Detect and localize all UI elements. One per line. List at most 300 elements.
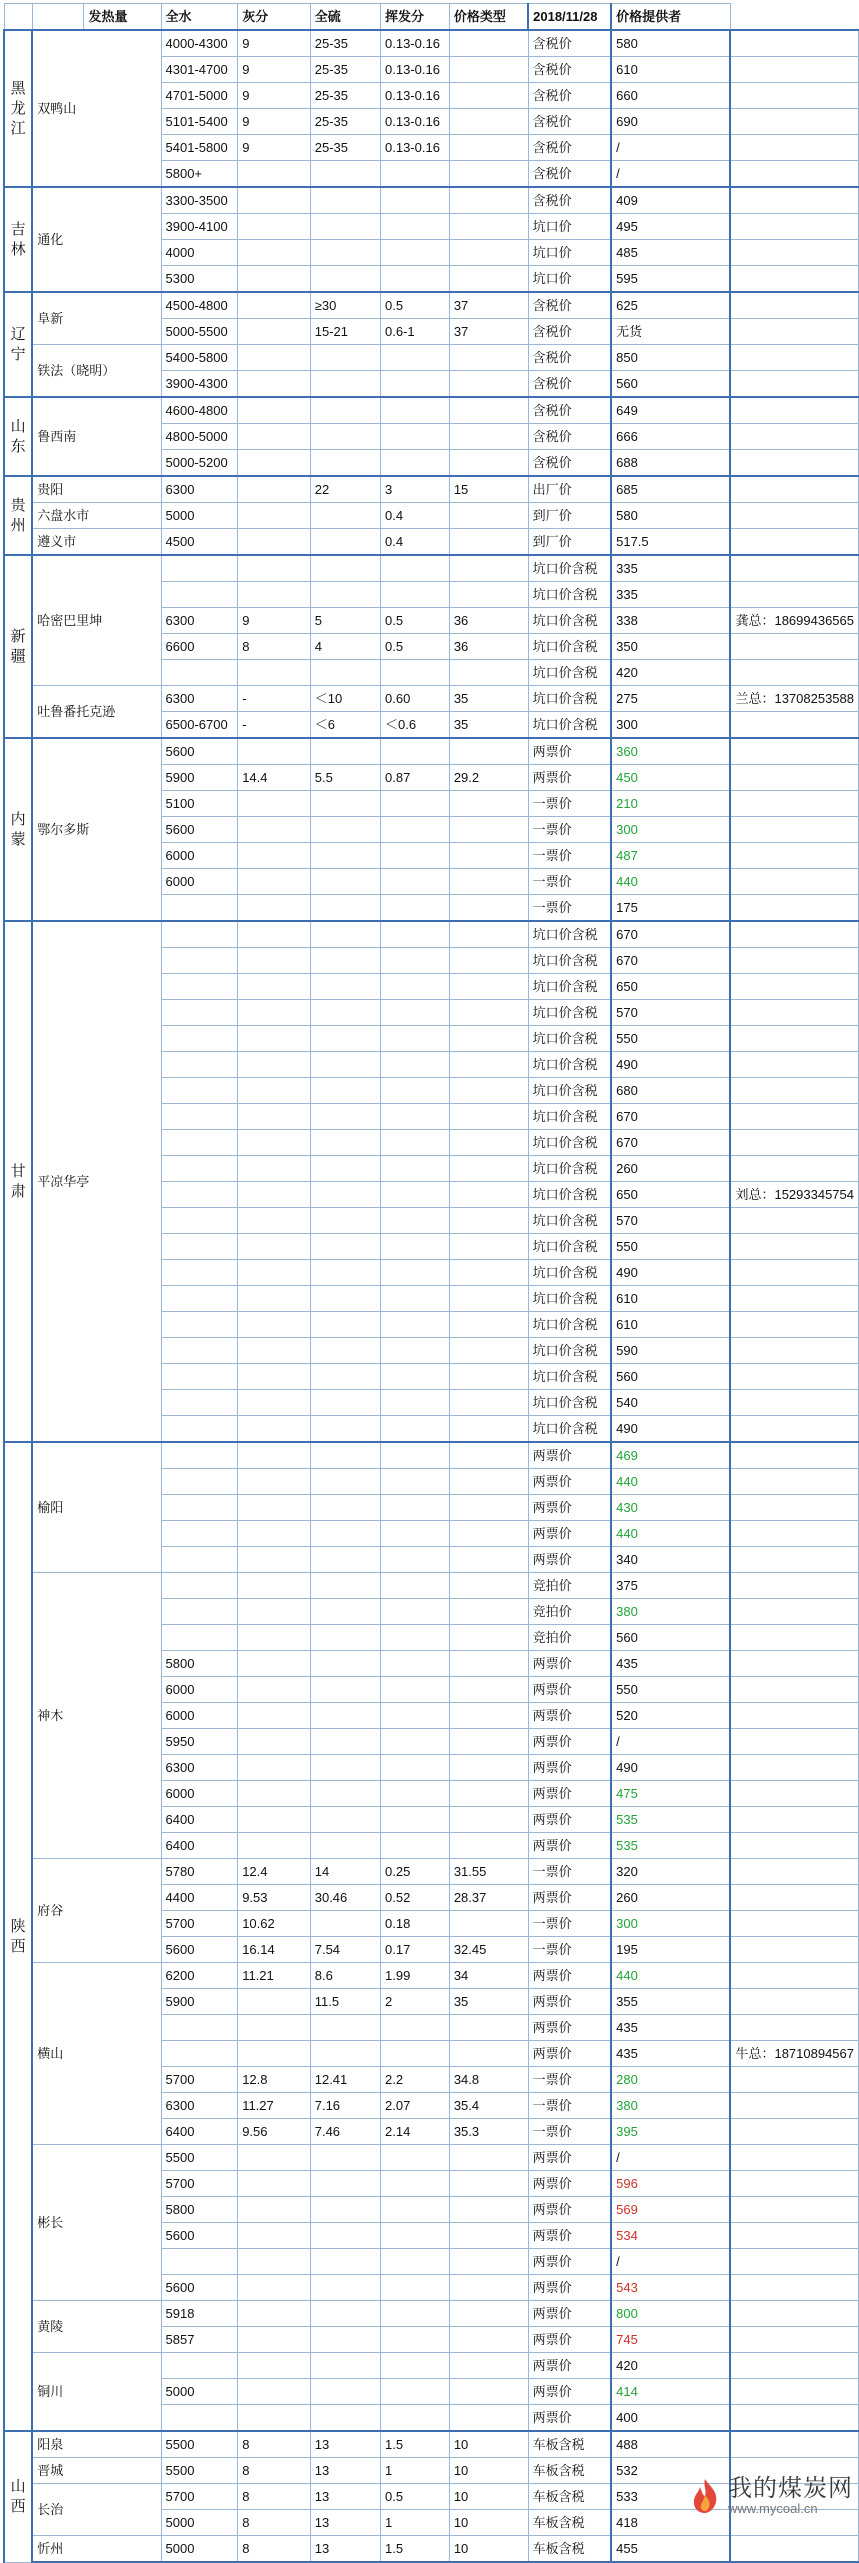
price-cell: 850 bbox=[611, 345, 730, 371]
price-cell: / bbox=[611, 2249, 730, 2275]
volatile-cell: 10 bbox=[449, 2484, 528, 2510]
moisture-cell bbox=[238, 948, 311, 974]
heat-cell bbox=[161, 1547, 238, 1573]
volatile-cell: 10 bbox=[449, 2536, 528, 2563]
price-cell: 210 bbox=[611, 791, 730, 817]
price-cell: 595 bbox=[611, 266, 730, 293]
provider-cell bbox=[730, 2379, 858, 2405]
heat-cell: 5000 bbox=[161, 2510, 238, 2536]
moisture-cell bbox=[238, 161, 311, 188]
heat-cell bbox=[161, 921, 238, 948]
table-row bbox=[4, 1963, 859, 1989]
sulfur-cell bbox=[381, 1755, 450, 1781]
price-cell: 340 bbox=[611, 1547, 730, 1573]
moisture-cell bbox=[238, 1833, 311, 1859]
price-cell: 580 bbox=[611, 503, 730, 529]
price-type-cell: 两票价 bbox=[528, 2197, 611, 2223]
volatile-cell: 29.2 bbox=[449, 765, 528, 791]
price-cell: 420 bbox=[611, 660, 730, 686]
volatile-cell bbox=[449, 214, 528, 240]
price-cell: 409 bbox=[611, 187, 730, 214]
price-type-cell: 含税价 bbox=[528, 397, 611, 424]
ash-cell bbox=[310, 1234, 380, 1260]
moisture-cell: 16.14 bbox=[238, 1937, 311, 1963]
heat-cell bbox=[161, 1338, 238, 1364]
provider-cell bbox=[730, 555, 858, 582]
provider-cell bbox=[730, 2275, 858, 2301]
sulfur-cell bbox=[381, 1547, 450, 1573]
moisture-cell: - bbox=[238, 712, 311, 739]
volatile-cell: 34 bbox=[449, 1963, 528, 1989]
price-type-cell: 坑口价含税 bbox=[528, 1026, 611, 1052]
price-type-cell: 竞拍价 bbox=[528, 1599, 611, 1625]
price-type-cell: 一票价 bbox=[528, 869, 611, 895]
price-type-cell: 坑口价含税 bbox=[528, 1182, 611, 1208]
city-cell: 哈密巴里坤 bbox=[32, 555, 161, 686]
price-cell: 435 bbox=[611, 2041, 730, 2067]
price-type-cell: 两票价 bbox=[528, 2379, 611, 2405]
ash-cell: 30.46 bbox=[310, 1885, 380, 1911]
moisture-cell bbox=[238, 529, 311, 556]
volatile-cell: 35 bbox=[449, 686, 528, 712]
heat-cell bbox=[161, 1364, 238, 1390]
moisture-cell: 9 bbox=[238, 608, 311, 634]
provider-cell bbox=[730, 1885, 858, 1911]
sulfur-cell bbox=[381, 1026, 450, 1052]
heat-cell bbox=[161, 1026, 238, 1052]
price-type-cell: 两票价 bbox=[528, 1495, 611, 1521]
sulfur-cell: 0.87 bbox=[381, 765, 450, 791]
sulfur-cell: 0.6-1 bbox=[381, 319, 450, 345]
volatile-cell bbox=[449, 503, 528, 529]
volatile-cell bbox=[449, 843, 528, 869]
moisture-cell: 14.4 bbox=[238, 765, 311, 791]
heat-cell: 6000 bbox=[161, 843, 238, 869]
price-cell: 440 bbox=[611, 869, 730, 895]
price-type-cell: 到厂价 bbox=[528, 529, 611, 556]
provider-cell bbox=[730, 371, 858, 398]
price-type-cell: 两票价 bbox=[528, 2223, 611, 2249]
moisture-cell bbox=[238, 1338, 311, 1364]
provider-cell bbox=[730, 30, 858, 57]
moisture-cell bbox=[238, 476, 311, 503]
city-cell: 榆阳 bbox=[32, 1442, 161, 1573]
price-type-cell: 坑口价含税 bbox=[528, 1286, 611, 1312]
ash-cell bbox=[310, 371, 380, 398]
provider-cell bbox=[730, 1390, 858, 1416]
provider-cell bbox=[730, 397, 858, 424]
provider-cell bbox=[730, 266, 858, 293]
heat-cell bbox=[161, 1573, 238, 1599]
price-cell: 395 bbox=[611, 2119, 730, 2145]
heat-cell bbox=[161, 1104, 238, 1130]
sulfur-cell bbox=[381, 1104, 450, 1130]
ash-cell: ＜10 bbox=[310, 686, 380, 712]
price-cell: 300 bbox=[611, 817, 730, 843]
heat-cell: 4800-5000 bbox=[161, 424, 238, 450]
moisture-cell bbox=[238, 2275, 311, 2301]
price-type-cell: 两票价 bbox=[528, 1703, 611, 1729]
moisture-cell bbox=[238, 1286, 311, 1312]
volatile-cell: 34.8 bbox=[449, 2067, 528, 2093]
sulfur-cell bbox=[381, 2171, 450, 2197]
city-cell: 双鸭山 bbox=[32, 30, 161, 187]
price-cell: 260 bbox=[611, 1156, 730, 1182]
ash-cell bbox=[310, 869, 380, 895]
ash-cell bbox=[310, 1364, 380, 1390]
volatile-cell: 31.55 bbox=[449, 1859, 528, 1885]
ash-cell bbox=[310, 240, 380, 266]
volatile-cell bbox=[449, 1286, 528, 1312]
volatile-cell: 15 bbox=[449, 476, 528, 503]
price-cell: 590 bbox=[611, 1338, 730, 1364]
sulfur-cell bbox=[381, 1312, 450, 1338]
moisture-cell bbox=[238, 214, 311, 240]
moisture-cell: 9.53 bbox=[238, 1885, 311, 1911]
province-cell: 甘 肃 bbox=[4, 921, 32, 1442]
price-type-cell: 坑口价 bbox=[528, 266, 611, 293]
volatile-cell bbox=[449, 921, 528, 948]
price-cell: 685 bbox=[611, 476, 730, 503]
price-cell: 275 bbox=[611, 686, 730, 712]
volatile-cell bbox=[449, 240, 528, 266]
price-cell: 580 bbox=[611, 30, 730, 57]
price-type-cell: 坑口价含税 bbox=[528, 1338, 611, 1364]
moisture-cell bbox=[238, 1547, 311, 1573]
moisture-cell bbox=[238, 660, 311, 686]
sulfur-cell bbox=[381, 1495, 450, 1521]
ash-cell bbox=[310, 2197, 380, 2223]
price-type-cell: 两票价 bbox=[528, 738, 611, 765]
heat-cell: 5500 bbox=[161, 2431, 238, 2458]
volatile-cell bbox=[449, 1469, 528, 1495]
sulfur-cell bbox=[381, 187, 450, 214]
price-cell: 517.5 bbox=[611, 529, 730, 556]
price-cell: 380 bbox=[611, 2093, 730, 2119]
header-date: 2018/11/28 bbox=[528, 4, 611, 31]
volatile-cell bbox=[449, 2145, 528, 2171]
heat-cell: 6000 bbox=[161, 1677, 238, 1703]
heat-cell bbox=[161, 1599, 238, 1625]
ash-cell bbox=[310, 1729, 380, 1755]
ash-cell bbox=[310, 948, 380, 974]
provider-cell bbox=[730, 869, 858, 895]
city-cell: 鲁西南 bbox=[32, 397, 161, 476]
provider-cell: 刘总：15293345754 bbox=[730, 1182, 858, 1208]
provider-cell bbox=[730, 1442, 858, 1469]
volatile-cell bbox=[449, 83, 528, 109]
heat-cell: 6500-6700 bbox=[161, 712, 238, 739]
volatile-cell bbox=[449, 1833, 528, 1859]
price-type-cell: 一票价 bbox=[528, 895, 611, 922]
price-cell: 550 bbox=[611, 1234, 730, 1260]
ash-cell: 25-35 bbox=[310, 57, 380, 83]
volatile-cell bbox=[449, 1781, 528, 1807]
sulfur-cell bbox=[381, 1000, 450, 1026]
moisture-cell bbox=[238, 2223, 311, 2249]
provider-cell bbox=[730, 2171, 858, 2197]
sulfur-cell: 0.13-0.16 bbox=[381, 30, 450, 57]
ash-cell: 5.5 bbox=[310, 765, 380, 791]
sulfur-cell: 0.5 bbox=[381, 2484, 450, 2510]
price-type-cell: 两票价 bbox=[528, 1469, 611, 1495]
ash-cell bbox=[310, 1338, 380, 1364]
provider-cell bbox=[730, 660, 858, 686]
ash-cell: 25-35 bbox=[310, 30, 380, 57]
ash-cell bbox=[310, 2405, 380, 2432]
ash-cell: 13 bbox=[310, 2484, 380, 2510]
moisture-cell bbox=[238, 2171, 311, 2197]
sulfur-cell bbox=[381, 974, 450, 1000]
volatile-cell bbox=[449, 738, 528, 765]
heat-cell bbox=[161, 1495, 238, 1521]
moisture-cell bbox=[238, 240, 311, 266]
provider-cell bbox=[730, 1599, 858, 1625]
ash-cell bbox=[310, 1469, 380, 1495]
moisture-cell: 9 bbox=[238, 135, 311, 161]
moisture-cell bbox=[238, 1989, 311, 2015]
ash-cell: 7.54 bbox=[310, 1937, 380, 1963]
provider-cell bbox=[730, 2119, 858, 2145]
sulfur-cell bbox=[381, 1156, 450, 1182]
price-cell: 490 bbox=[611, 1755, 730, 1781]
volatile-cell bbox=[449, 345, 528, 371]
ash-cell bbox=[310, 1104, 380, 1130]
heat-cell: 5800+ bbox=[161, 161, 238, 188]
price-cell: 520 bbox=[611, 1703, 730, 1729]
sulfur-cell bbox=[381, 1208, 450, 1234]
heat-cell bbox=[161, 1052, 238, 1078]
heat-cell: 5500 bbox=[161, 2145, 238, 2171]
ash-cell: 7.46 bbox=[310, 2119, 380, 2145]
provider-cell bbox=[730, 738, 858, 765]
ash-cell bbox=[310, 921, 380, 948]
ash-cell: 5 bbox=[310, 608, 380, 634]
ash-cell bbox=[310, 2015, 380, 2041]
provider-cell bbox=[730, 1130, 858, 1156]
moisture-cell bbox=[238, 1442, 311, 1469]
moisture-cell: 8 bbox=[238, 2484, 311, 2510]
price-cell: 375 bbox=[611, 1573, 730, 1599]
provider-cell bbox=[730, 2536, 858, 2563]
sulfur-cell bbox=[381, 1416, 450, 1443]
province-cell: 辽 宁 bbox=[4, 292, 32, 397]
price-cell: 680 bbox=[611, 1078, 730, 1104]
price-cell: 440 bbox=[611, 1469, 730, 1495]
moisture-cell: 9 bbox=[238, 109, 311, 135]
heat-cell bbox=[161, 1208, 238, 1234]
price-cell: 435 bbox=[611, 1651, 730, 1677]
provider-cell bbox=[730, 1208, 858, 1234]
volatile-cell: 32.45 bbox=[449, 1937, 528, 1963]
heat-cell bbox=[161, 1390, 238, 1416]
provider-cell bbox=[730, 1911, 858, 1937]
volatile-cell bbox=[449, 1651, 528, 1677]
sulfur-cell bbox=[381, 948, 450, 974]
moisture-cell bbox=[238, 450, 311, 477]
table-row bbox=[4, 2536, 859, 2563]
ash-cell: 13 bbox=[310, 2536, 380, 2563]
table-row bbox=[4, 2431, 859, 2458]
volatile-cell bbox=[449, 1703, 528, 1729]
table-row bbox=[4, 476, 859, 503]
heat-cell: 6300 bbox=[161, 608, 238, 634]
header-ash: 灰分 bbox=[238, 4, 311, 31]
ash-cell bbox=[310, 791, 380, 817]
heat-cell bbox=[161, 1416, 238, 1443]
price-cell: 534 bbox=[611, 2223, 730, 2249]
sulfur-cell bbox=[381, 2405, 450, 2432]
moisture-cell bbox=[238, 1182, 311, 1208]
sulfur-cell bbox=[381, 817, 450, 843]
city-cell: 神木 bbox=[32, 1573, 161, 1859]
moisture-cell bbox=[238, 1130, 311, 1156]
price-type-cell: 坑口价含税 bbox=[528, 921, 611, 948]
moisture-cell bbox=[238, 1755, 311, 1781]
moisture-cell bbox=[238, 2405, 311, 2432]
volatile-cell: 35.4 bbox=[449, 2093, 528, 2119]
table-row bbox=[4, 1442, 859, 1469]
header-row bbox=[4, 4, 859, 31]
sulfur-cell: 0.17 bbox=[381, 1937, 450, 1963]
price-cell: 688 bbox=[611, 450, 730, 477]
price-type-cell: 坑口价含税 bbox=[528, 660, 611, 686]
sulfur-cell bbox=[381, 738, 450, 765]
table-row bbox=[4, 921, 859, 948]
sulfur-cell bbox=[381, 1052, 450, 1078]
provider-cell bbox=[730, 57, 858, 83]
moisture-cell bbox=[238, 1651, 311, 1677]
provider-cell: 牛总：18710894567 bbox=[730, 2041, 858, 2067]
ash-cell bbox=[310, 1651, 380, 1677]
sulfur-cell bbox=[381, 2353, 450, 2379]
moisture-cell bbox=[238, 1078, 311, 1104]
price-type-cell: 坑口价含税 bbox=[528, 1000, 611, 1026]
provider-cell bbox=[730, 319, 858, 345]
provider-cell bbox=[730, 582, 858, 608]
volatile-cell bbox=[449, 1807, 528, 1833]
heat-cell: 5918 bbox=[161, 2301, 238, 2327]
price-cell: / bbox=[611, 161, 730, 188]
ash-cell bbox=[310, 1573, 380, 1599]
ash-cell bbox=[310, 1312, 380, 1338]
sulfur-cell bbox=[381, 1703, 450, 1729]
ash-cell bbox=[310, 214, 380, 240]
header-sulfur: 全硫 bbox=[310, 4, 380, 31]
price-type-cell: 坑口价含税 bbox=[528, 1312, 611, 1338]
sulfur-cell bbox=[381, 2041, 450, 2067]
price-type-cell: 一票价 bbox=[528, 2067, 611, 2093]
sulfur-cell bbox=[381, 161, 450, 188]
ash-cell bbox=[310, 660, 380, 686]
ash-cell bbox=[310, 397, 380, 424]
price-type-cell: 两票价 bbox=[528, 1807, 611, 1833]
province-cell: 山 东 bbox=[4, 397, 32, 476]
price-cell: 335 bbox=[611, 555, 730, 582]
volatile-cell bbox=[449, 1260, 528, 1286]
heat-cell bbox=[161, 1000, 238, 1026]
price-type-cell: 两票价 bbox=[528, 1781, 611, 1807]
volatile-cell bbox=[449, 2275, 528, 2301]
sulfur-cell: 0.25 bbox=[381, 1859, 450, 1885]
price-type-cell: 两票价 bbox=[528, 1547, 611, 1573]
volatile-cell bbox=[449, 1000, 528, 1026]
provider-cell bbox=[730, 2353, 858, 2379]
ash-cell: ＜6 bbox=[310, 712, 380, 739]
price-cell: 490 bbox=[611, 1416, 730, 1443]
sulfur-cell: ＜0.6 bbox=[381, 712, 450, 739]
price-cell: 360 bbox=[611, 738, 730, 765]
ash-cell bbox=[310, 555, 380, 582]
price-cell: / bbox=[611, 1729, 730, 1755]
watermark-name: 我的煤炭网 bbox=[728, 2475, 853, 2502]
moisture-cell bbox=[238, 2327, 311, 2353]
ash-cell bbox=[310, 1260, 380, 1286]
heat-cell bbox=[161, 2041, 238, 2067]
price-cell: 485 bbox=[611, 240, 730, 266]
price-type-cell: 含税价 bbox=[528, 371, 611, 398]
price-type-cell: 坑口价含税 bbox=[528, 1234, 611, 1260]
price-type-cell: 坑口价含税 bbox=[528, 1390, 611, 1416]
price-type-cell: 坑口价含税 bbox=[528, 686, 611, 712]
table-row bbox=[4, 738, 859, 765]
price-cell: 800 bbox=[611, 2301, 730, 2327]
heat-cell bbox=[161, 1234, 238, 1260]
volatile-cell bbox=[449, 1208, 528, 1234]
price-type-cell: 坑口价含税 bbox=[528, 948, 611, 974]
price-type-cell: 一票价 bbox=[528, 1859, 611, 1885]
ash-cell bbox=[310, 2301, 380, 2327]
heat-cell: 5857 bbox=[161, 2327, 238, 2353]
heat-cell bbox=[161, 2015, 238, 2041]
volatile-cell bbox=[449, 1911, 528, 1937]
sulfur-cell bbox=[381, 2327, 450, 2353]
ash-cell: 13 bbox=[310, 2458, 380, 2484]
ash-cell bbox=[310, 1625, 380, 1651]
moisture-cell bbox=[238, 1469, 311, 1495]
volatile-cell bbox=[449, 791, 528, 817]
heat-cell: 5000 bbox=[161, 2379, 238, 2405]
city-cell: 鄂尔多斯 bbox=[32, 738, 161, 921]
provider-cell bbox=[730, 1729, 858, 1755]
price-cell: 650 bbox=[611, 974, 730, 1000]
price-cell: 455 bbox=[611, 2536, 730, 2563]
city-cell: 晋城 bbox=[32, 2458, 161, 2484]
volatile-cell bbox=[449, 2249, 528, 2275]
volatile-cell bbox=[449, 1416, 528, 1443]
price-type-cell: 含税价 bbox=[528, 83, 611, 109]
provider-cell bbox=[730, 2249, 858, 2275]
moisture-cell bbox=[238, 1390, 311, 1416]
sulfur-cell bbox=[381, 1286, 450, 1312]
ash-cell: 12.41 bbox=[310, 2067, 380, 2093]
moisture-cell bbox=[238, 1807, 311, 1833]
heat-cell bbox=[161, 1286, 238, 1312]
heat-cell: 6300 bbox=[161, 686, 238, 712]
provider-cell bbox=[730, 135, 858, 161]
volatile-cell bbox=[449, 161, 528, 188]
provider-cell bbox=[730, 161, 858, 188]
price-type-cell: 坑口价含税 bbox=[528, 1260, 611, 1286]
volatile-cell: 35.3 bbox=[449, 2119, 528, 2145]
moisture-cell bbox=[238, 1416, 311, 1443]
provider-cell bbox=[730, 817, 858, 843]
flame-logo-icon bbox=[688, 2477, 722, 2515]
sulfur-cell bbox=[381, 2197, 450, 2223]
table-row bbox=[4, 2353, 859, 2379]
sulfur-cell: 0.60 bbox=[381, 686, 450, 712]
provider-cell bbox=[730, 2431, 858, 2458]
